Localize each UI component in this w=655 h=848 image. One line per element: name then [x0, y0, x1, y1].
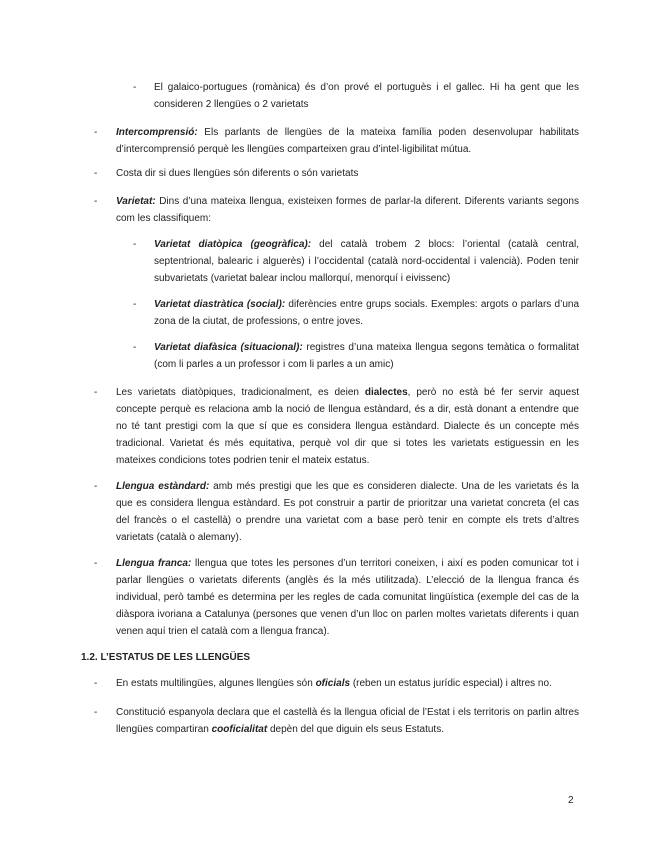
item-text: depèn del que diguin els seus Estatuts. — [267, 724, 444, 735]
item-pre-text: Constitució espanyola declara que el castellà és la llengua oficial de l’Estat i els territoris on parlin altres llengües compartiran — [116, 707, 579, 735]
term-bold: cooficialitat — [211, 724, 268, 735]
list-item-text — [116, 384, 579, 469]
item-text: Costa dir si dues llengües són diferents o són varietats — [116, 168, 359, 179]
list-item-text — [116, 124, 579, 158]
bullet-dash: - — [94, 707, 98, 718]
bullet-dash: - — [94, 196, 98, 207]
term-title: Intercomprensió: — [116, 127, 198, 138]
item-text: , però no està bé fer servir aquest concepte perquè es relaciona amb la noció de llengua estàndard, és a dir, està donant a entendre que no té tant prestigi com la que sí que es considera llengua estàndard. Dialecte és un concepte més tradicional. Varietat és més equitativa, perquè vol dir que si totes les varietats estiguessin en les mateixes condicions totes podrien tenir el mateix estatus. — [116, 387, 579, 466]
item-text: llengua que totes les persones d’un territori coneixen, i així es poden comunicar tot i parlar llengües o varietats diferents (anglès és la més utilitzada). L’elecció de la llengua franca és individual, però també es determina per les regles de cada comunitat lingüística (exemple del cas de la diàspora ivoriana a Catalunya (persones que venen d’un lloc on parlen moltes varietats diferents i quan venen aquí trien el català com a llengua franca). — [116, 558, 579, 637]
item-pre-text: En estats multilingües, algunes llengües són — [116, 678, 316, 689]
bullet-dash: - — [94, 387, 98, 398]
item-text: El galaico-portugues (romànica) és d’on prové el portuguès i el gallec. Hi ha gent que les consideren 2 llengües o 2 varietats — [154, 82, 579, 110]
term-title: Varietat diastràtica (social): — [154, 299, 286, 310]
bullet-dash: - — [133, 239, 137, 250]
bullet-dash: - — [94, 558, 98, 569]
item-text: registres d’una mateixa llengua segons temàtica o formalitat (com li parles a un professor i com li parles a un amic) — [154, 342, 579, 370]
item-text: Dins d’una mateixa llengua, existeixen formes de parlar-la diferent. Diferents variants segons com les classifiquem: — [116, 196, 579, 224]
item-text: diferències entre grups socials. Exemples: argots o parlars d’una zona de la ciutat, de professions, o entre joves. — [154, 299, 580, 327]
list-item-text — [116, 165, 579, 182]
term-title: Varietat: — [116, 196, 156, 207]
term-title: Llengua estàndard: — [116, 481, 210, 492]
item-text: amb més prestigi que les que es consideren dialecte. Una de les varietats és la que es considera llengua estàndard. Es pot construir a partir de prioritzar una varietat concreta (el cas del francès o el castellà) o prendre una varietat com a base però tenir en compte els trets d’altres varietats (català o alemany). — [116, 481, 579, 543]
item-pre-text: Les varietats diatòpiques, tradicionalment, es deien — [116, 387, 365, 398]
term-title: Varietat diafàsica (situacional): — [154, 342, 303, 353]
bullet-dash: - — [133, 299, 137, 310]
term-title: Varietat diatòpica (geogràfica): — [154, 239, 312, 250]
list-item-text — [116, 555, 579, 640]
list-item-text — [116, 478, 579, 546]
bullet-dash: - — [133, 82, 137, 93]
bullet-dash: - — [94, 481, 98, 492]
list-item-text — [154, 339, 579, 373]
term-bold: oficials — [315, 678, 351, 689]
bullet-dash: - — [94, 127, 98, 138]
bullet-dash: - — [94, 678, 98, 689]
list-item-text — [116, 193, 579, 227]
page-number: 2 — [568, 795, 574, 806]
item-text: Els parlants de llengües de la mateixa família poden desenvolupar habilitats d’intercomprensió perquè les llengües comparteixen grau d’intel·ligibilitat mútua. — [116, 127, 579, 155]
section-heading: 1.2. L’ESTATUS DE LES LLENGÜES — [81, 652, 251, 663]
bullet-dash: - — [133, 342, 137, 353]
bullet-dash: - — [94, 168, 98, 179]
term-bold: dialectes — [364, 387, 408, 398]
list-item-text — [154, 79, 579, 113]
list-item-text — [116, 704, 579, 738]
term-title: Llengua franca: — [116, 558, 192, 569]
item-text: (reben un estatus jurídic especial) i altres no. — [350, 678, 552, 689]
list-item-text — [116, 675, 579, 692]
list-item-text — [154, 236, 579, 287]
item-text: del català trobem 2 blocs: l’oriental (català central, septentrional, balearic i alguerès) i l’occidental (català nord-occidental i valencià). Poden tenir subvarietats (varietat balear inclou mallorquí, menorquí i eivissenc) — [154, 239, 579, 284]
list-item-text — [154, 296, 579, 330]
